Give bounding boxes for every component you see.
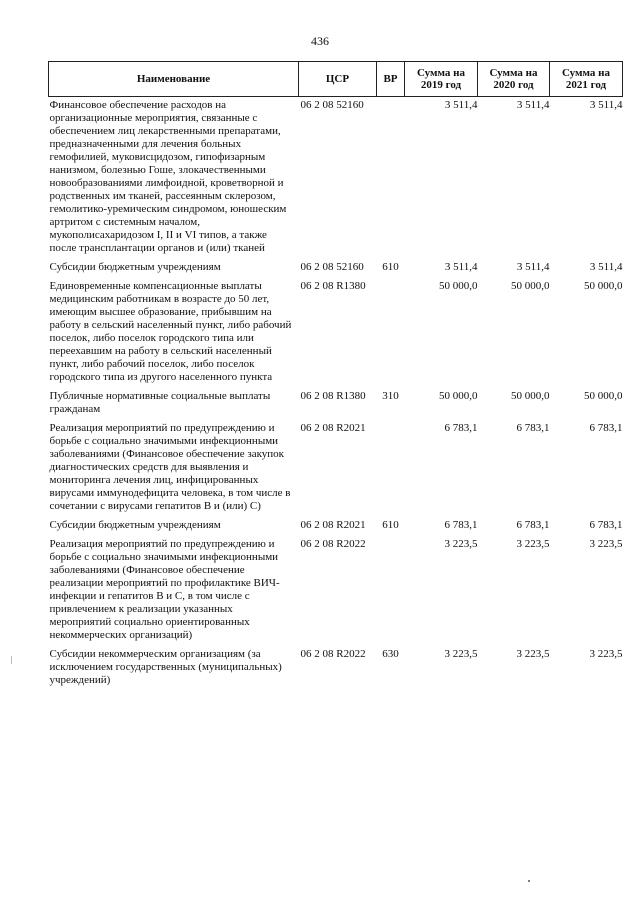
row-name: Реализация мероприятий по предупреждению и борьбе с социально значимыми инфекционными заболеваниями (Финансовое обеспечение закупок диагностических средств для выявления и мониторинга лечения лиц, инфицированных вирусами иммунодефицита человека, в том числе в сочетании с вирусами гепатитов В и (или) С): [49, 422, 291, 512]
header-row: [49, 62, 623, 97]
row-sum-2021: 6 783,1: [589, 422, 623, 434]
row-name: Реализация мероприятий по предупреждению и борьбе с социально значимыми инфекционными заболеваниями (Финансовое обеспечение реализации мероприятий по профилактике ВИЧ-инфекции и гепатитов В и С, в том числе с привлечением к реализации указанных мероприятий социально ориентированных некоммерческих организаций): [49, 538, 280, 641]
row-vr: [377, 97, 405, 262]
table-row: [49, 280, 623, 390]
row-sum-2020: 6 783,1: [516, 422, 550, 434]
row-name: Субсидии некоммерческим организациям (за исключением государственных (муниципальных) учреждений): [49, 648, 282, 686]
header-name: Наименование: [49, 62, 299, 97]
header-sum-2019: Сумма на 2019 год: [405, 62, 478, 97]
row-name: Субсидии бюджетным учреждениям: [49, 261, 221, 273]
header-csr: ЦСР: [299, 62, 377, 97]
row-sum-2021: 6 783,1: [589, 519, 623, 531]
row-sum-2020: 3 223,5: [516, 538, 550, 550]
row-name: Финансовое обеспечение расходов на организационные мероприятия, связанные с обеспечением лиц лекарственными препаратами, предназначенными для лечения больных гемофилией, муковисцидозом, гипофизарным нанизмом, болезнью Гоше, злокачественными новообразованиями лимфоидной, кроветворной и родственных им тканей, рассеянным склерозом, гемолитико-уремическим синдромом, юношеским артритом с системным началом, мукополисахаридозом I, II и VI типов, а также после трансплантации органов и (или) тканей: [49, 99, 287, 254]
row-sum-2020: 50 000,0: [511, 390, 550, 402]
row-sum-2019: 3 511,4: [444, 99, 478, 111]
budget-table: [48, 61, 623, 693]
page-number: 436: [311, 34, 329, 48]
row-sum-2020: 50 000,0: [511, 280, 550, 292]
row-sum-2021: 3 511,4: [589, 99, 623, 111]
row-vr: 610: [382, 519, 399, 531]
table-row: [49, 422, 623, 519]
row-csr: 06 2 08 R2021: [300, 519, 366, 531]
table-row: [49, 648, 623, 693]
row-vr: 610: [382, 261, 399, 273]
table-row: [49, 519, 623, 538]
scan-edge-mark: [11, 656, 12, 664]
row-csr: 06 2 08 R2022: [300, 538, 366, 550]
row-csr: 06 2 08 R1380: [300, 280, 366, 292]
row-name: Публичные нормативные социальные выплаты гражданам: [49, 390, 271, 415]
row-sum-2019: 6 783,1: [444, 422, 478, 434]
row-sum-2021: 50 000,0: [584, 390, 623, 402]
row-csr: 06 2 08 52160: [300, 261, 364, 273]
row-sum-2020: 6 783,1: [516, 519, 550, 531]
row-csr: 06 2 08 R2022: [300, 648, 366, 660]
header-sum-2021: Сумма на 2021 год: [550, 62, 623, 97]
row-csr: 06 2 08 R2021: [300, 422, 366, 434]
row-sum-2020: 3 511,4: [516, 99, 550, 111]
row-sum-2021: 3 223,5: [589, 648, 623, 660]
table-row: [49, 538, 623, 648]
row-vr: [377, 280, 405, 390]
table-row: [49, 261, 623, 280]
row-sum-2019: 6 783,1: [444, 519, 478, 531]
table-body: [49, 97, 623, 694]
row-sum-2021: 50 000,0: [584, 280, 623, 292]
row-csr: 06 2 08 R1380: [300, 390, 366, 402]
row-name: Единовременные компенсационные выплаты медицинским работникам в возрасте до 50 лет, имеющим высшее образование, прибывшим на работу в сельский населенный пункт, либо рабочий поселок, либо поселок городского типа или переехавшим на работу в сельский населенный пункт, либо рабочий поселок, либо поселок городского типа из другого населенного пункта: [49, 280, 292, 383]
row-sum-2020: 3 223,5: [516, 648, 550, 660]
header-vr: ВР: [377, 62, 405, 97]
row-sum-2019: 50 000,0: [439, 390, 478, 402]
table-row: [49, 390, 623, 422]
row-csr: 06 2 08 52160: [300, 99, 364, 111]
header-sum-2020: Сумма на 2020 год: [478, 62, 550, 97]
row-sum-2019: 3 223,5: [444, 538, 478, 550]
row-sum-2020: 3 511,4: [516, 261, 550, 273]
row-sum-2019: 50 000,0: [439, 280, 478, 292]
row-name: Субсидии бюджетным учреждениям: [49, 519, 221, 531]
table-header: [49, 62, 623, 97]
row-sum-2019: 3 511,4: [444, 261, 478, 273]
scan-speck: [528, 880, 530, 882]
row-sum-2021: 3 223,5: [589, 538, 623, 550]
row-vr: 310: [382, 390, 399, 402]
row-sum-2019: 3 223,5: [444, 648, 478, 660]
row-vr: 630: [382, 648, 399, 660]
row-sum-2021: 3 511,4: [589, 261, 623, 273]
row-vr: [377, 422, 405, 519]
row-vr: [377, 538, 405, 648]
table-row: [49, 97, 623, 262]
